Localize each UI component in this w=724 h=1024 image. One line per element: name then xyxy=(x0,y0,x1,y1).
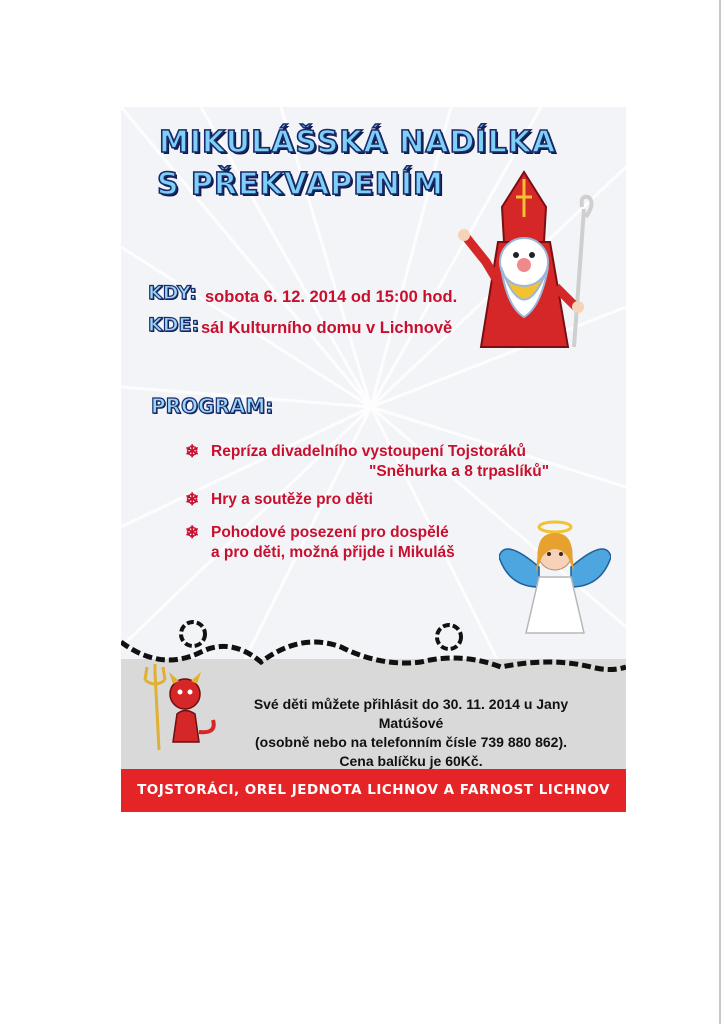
program-item-3 xyxy=(185,523,455,563)
program-item-1-line2: "Sněhurka a 8 trpaslíků" xyxy=(369,463,550,480)
page-edge xyxy=(719,0,721,1024)
poster-title-line2: S PŘEKVAPENÍM xyxy=(157,167,444,202)
registration-note xyxy=(221,695,601,771)
registration-line3: Cena balíčku je 60Kč. xyxy=(339,753,483,769)
where-text: sál Kulturního domu v Lichnově xyxy=(201,319,453,337)
registration-line2: (osobně nebo na telefonním čísle 739 880 862). xyxy=(255,734,567,750)
program-item-1 xyxy=(185,442,550,482)
poster xyxy=(121,107,626,812)
program-item-1-line1: Repríza divadelního vystoupení Tojstoráků xyxy=(211,443,526,460)
saint-nicholas-illustration xyxy=(446,167,606,352)
program-item-3-line2: a pro děti, možná přijde i Mikuláš xyxy=(211,544,455,561)
program-item-3-line1: Pohodové posezení pro dospělé xyxy=(211,524,449,541)
program-item-2 xyxy=(185,490,373,510)
snowflake-icon: ❄ xyxy=(185,490,200,509)
devil-illustration xyxy=(133,662,223,752)
program-label: PROGRAM: xyxy=(151,394,274,418)
when-text: sobota 6. 12. 2014 od 15:00 hod. xyxy=(205,288,458,306)
when-label: KDY: xyxy=(148,282,197,304)
snowflake-icon: ❄ xyxy=(185,442,200,461)
organizers-footer: TOJSTORÁCI, OREL JEDNOTA LICHNOV A FARNOST LICHNOV xyxy=(121,769,626,812)
where-label: KDE: xyxy=(148,314,200,336)
poster-title-line1: MIKULÁŠSKÁ NADÍLKA xyxy=(159,125,557,160)
snowflake-icon: ❄ xyxy=(185,523,200,542)
registration-line1: Své děti můžete přihlásit do 30. 11. 2014 u Jany Matúšové xyxy=(253,696,569,731)
program-item-2-line1: Hry a soutěže pro děti xyxy=(211,491,373,508)
